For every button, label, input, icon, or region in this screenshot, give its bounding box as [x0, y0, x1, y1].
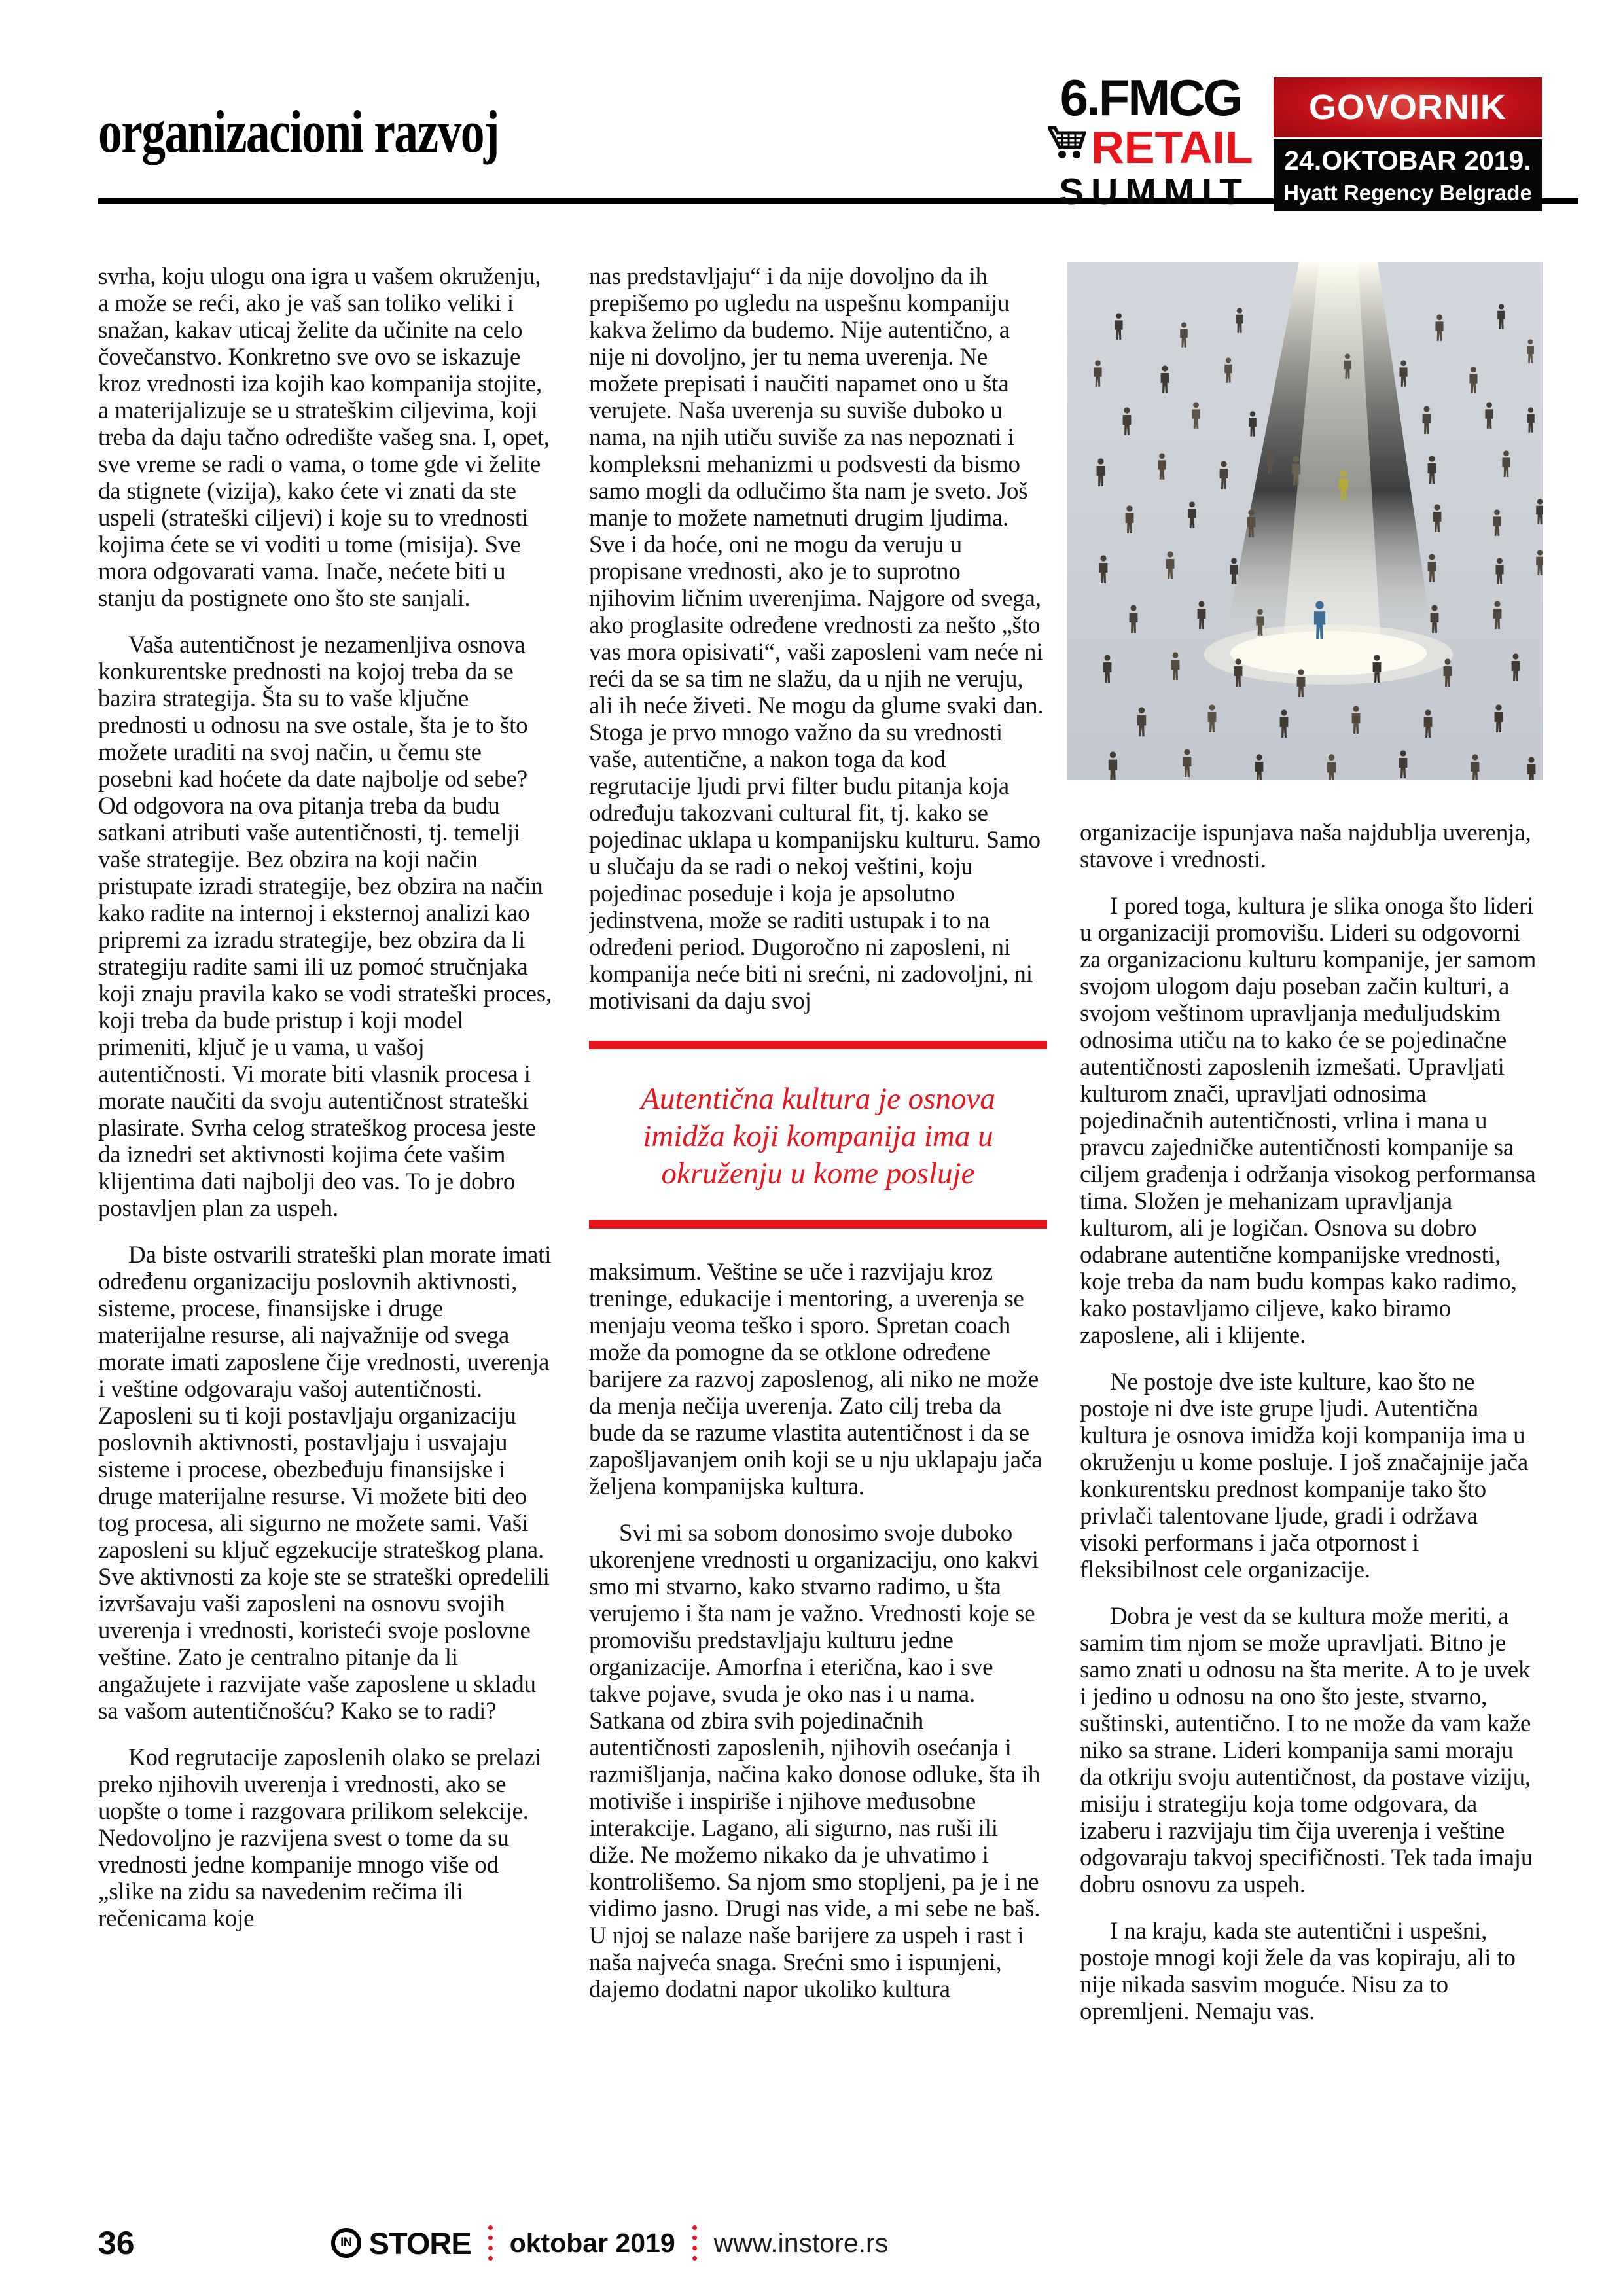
body-paragraph: Da biste ostvarili strateški plan morate imati određenu organizaciju poslovnih aktivnosti, sisteme, procese, finansijske i druge materijalne resurse, ali najvažnije od svega morate imati zaposlene čije vrednosti, uverenja i veštine odgovaraju vašoj autentičnosti. Zaposleni su ti koji postavljaju organizaciju poslovnih aktivnosti, postavljaju i usvajaju sisteme i procese, obezbeđuju finansijske i druge materijalne resurse. Vi možete biti deo tog procesa, ali sigurno ne možete sami. Vaši zaposleni su ključ egzekucije strateškog plana. Sve aktivnosti za koje ste se strateški opredelili izvršavaju vaši zaposleni na osnovu svojih uverenja i vrednosti, koristeći svoje poslovne veštine. Zato je centralno pitanje da li angažujete i razvijate vaše zaposlene u skladu sa vašom autentičnošću? Kako se to radi?: [98, 1242, 552, 1725]
event-date: 24.OKTOBAR 2019.: [1284, 145, 1531, 175]
body-paragraph: organizacije ispunjava naša najdublja uverenja, stavove i vrednosti.: [1080, 819, 1531, 873]
pull-quote: Autentična kultura je osnova imidža koji kompanija ima u okruženju u kome posluje: [589, 1041, 1047, 1229]
dotted-separator: [488, 2225, 493, 2261]
body-paragraph: Dobra je vest da se kultura može meriti, a samim tim njom se može upravljati. Bitno je samo znati u odnosu na šta merite. A to je uvek i jedino u odnosu na ono što jeste, stvarno, suštinski, autentično. I to ne može da vam kaže niko sa strane. Lideri kompanija sami moraju da otkriju svoju autentičnost, da postave viziju, misiju i strategiju koja tome odgovara, da izaberu i razvijaju tim čija uverenja i veštine odgovaraju takvoj specifičnosti. Tek tada imaju dobru osnovu za uspeh.: [1080, 1603, 1533, 1898]
speaker-badge-label: GOVORNIK: [1274, 77, 1542, 137]
body-paragraph: I pored toga, kultura je slika onoga što lideri u organizaciji promovišu. Lideri su odgovorni za organizacionu kulturu kompanije, jer samom svojom ulogom daju poseban začin kulturi, a svojom veštinom upravljanja međuljudskim odnosima utiču na to kako će se pojedinačne autentičnosti zaposlenih izmešati. Upravljati kulturom znači, upravljati odnosima pojedinačnih autentičnosti, vrlina i mana u pravcu zajedničke autentičnosti kompanije sa ciljem građenja i održanja visokog performansa tima. Složen je mehanizam upravljanja kulturom, ali je logičan. Osnova su dobro odabrane autentične kompanijske vrednosti, koje treba da nam budu kompas kako radimo, kako postavljamo ciljeve, kako biramo zaposlene, ali i klijente.: [1080, 893, 1537, 1349]
body-paragraph: nas predstavljaju“ i da nije dovoljno da ih prepišemo po ugledu na uspešnu kompaniju kakva želimo da budemo. Nije autentično, a nije ni dovoljno, jer tu nema uverenja. Ne možete prepisati i naučiti napamet ono u šta verujete. Naša uverenja su suviše duboko u nama, na njih utiču suviše za nas nepoznati i kompleksni mehanizmi u podsvesti da bismo samo mogli da odlučimo šta nam je sveto. Još manje to možete nametnuti drugim ljudima. Sve i da hoće, oni ne mogu da veruju u propisane vrednosti, ako je to suprotno njihovim ličnim uverenjima. Najgore od svega, ako proglasite određene vrednosti za nešto „što vas mora opisivati“, vaši zaposleni vam neće ni reći da se sa tim ne slažu, da u njih ne veruju, ali ih neće živeti. Ne mogu da glume svaki dan. Stoga je prvo mnogo važno da su vrednosti vaše, autentične, a nakon toga da kod regrutacije ljudi prvi filter budu pitanja koja određuju takozvani cultural fit, tj. kako se pojedinac uklapa u kompanijsku kulturu. Samo u slučaju da se radi o nekoj veštini, koju pojedinac poseduje i koja je apsolutno jedinstvena, može se raditi ustupak i to na određeni period. Dugoročno ni zaposleni, ni kompanija neće biti ni srećni, ni zadovoljni, ni motivisani da daju svoj: [589, 263, 1044, 1014]
body-paragraph: I na kraju, kada ste autentični i uspešni, postoje mnogi koji žele da vas kopiraju, ali to nije nikada sasvim moguće. Nisu za to opremljeni. Nemaju vas.: [1080, 1918, 1516, 2025]
event-logo-line2: [1042, 122, 1259, 173]
event-venue: Hyatt Regency Belgrade: [1283, 181, 1532, 205]
issue-date: oktobar 2019: [509, 2227, 675, 2258]
instore-circle-mark-icon: IN: [331, 2228, 361, 2258]
body-paragraph: Vaša autentičnost je nezamenljiva osnova konkurentske prednosti na kojoj treba da se bazira strategija. Šta su to vaše ključne prednosti u odnosu na sve ostale, šta je to što možete uraditi na svoj način, u čemu ste posebni kad hoćete da date najbolje od sebe? Od odgovora na ova pitanja treba da budu satkani atributi vaše autentičnosti, tj. temelji vaše strategije. Bez obzira na koji način pristupate izradi strategije, bez obzira na način kako radite na internoj i eksternoj analizi kao pripremi za izradu strategije, bez obzira da li strategiju radite sami ili uz pomoć stručnjaka koji znaju pravila kako se vodi strateški proces, koji treba da bude pristup i koji model primeniti, ključ je u vama, u vašoj autentičnosti. Vi morate biti vlasnik procesa i morate naučiti da svoju autentičnost strateški plasirate. Svrha celog strateškog procesa jeste da iznedri set aktivnosti kojima ćete vašim klijentima dati najbolji deo vas. To je dobro postavljen plan za uspeh.: [98, 632, 552, 1222]
page-footer: [98, 2220, 1538, 2266]
instore-logo: [331, 2225, 471, 2261]
event-logo: [1042, 69, 1259, 213]
speaker-badge: [1274, 77, 1542, 211]
shopping-cart-icon: [1048, 124, 1086, 170]
page-title: organizacioni razvoj: [98, 98, 499, 165]
body-paragraph: Svi mi sa sobom donosimo svoje duboko ukorenjene vrednosti u organizaciju, ono kakvi smo mi stvarno, kako stvarno radimo, u šta verujemo i šta nam je važno. Vrednosti koje se promovišu predstavljaju kulturu jedne organizacije. Amorfna i eterična, kao i sve takve pojave, svuda je oko nas i u nama. Satkana od zbira svih pojedinačnih autentičnosti zaposlenih, njihovih osećanja i razmišljanja, načina kako donose odluke, šta ih motiviše i inspiriše i njihove međusobne interakcije. Lagano, ali sigurno, nas ruši ili diže. Ne možemo nikako da je uhvatimo i kontrolišemo. Sa njom smo stopljeni, pa je i ne vidimo jasno. Drugi nas vide, a mi sebe ne baš. U njoj se nalaze naše barijere za uspeh i rast i naša najveća snaga. Srećni smo i ispunjeni, dajemo dodatni napor ukoliko kultura: [589, 1520, 1041, 2003]
event-logo-retail-label: RETAIL: [1091, 122, 1253, 173]
event-logo-line1: 6.FMCG: [1060, 69, 1241, 126]
website-link[interactable]: www.instore.rs: [713, 2227, 889, 2258]
dotted-separator: [692, 2225, 697, 2261]
body-paragraph: Kod regrutacije zaposlenih olako se prelazi preko njihovih uverenja i vrednosti, ako se uopšte o tome i razgovara prilikom selekcije. Nedovoljno je razvijena svest o tome da su vrednosti jedne kompanije mnogo više od „slike na zidu sa navedenim rečima ili rečenicama koje: [98, 1744, 542, 1932]
crowd-spotlight-photo: [1067, 262, 1543, 780]
body-paragraph: svrha, koju ulogu ona igra u vašem okruženju, a može se reći, ako je vaš san toliko veliki i snažan, kakav uticaj želite da učinite na celo čovečanstvo. Konkretno sve ovo se iskazuje kroz vrednosti iza kojih kao kompanija stojite, a materijalizuje se u strateškim ciljevima, koji treba da daju tačno odredište vašeg sna. I, opet, sve vreme se radi o vama, o tome gde vi želite da stignete (vizija), kako ćete vi znati da ste uspeli (strateški ciljevi) i koje su to vrednosti kojima ćete se vi voditi u tome (misija). Sve mora odgovarati vama. Inače, nećete biti u stanju da postignete ono što ste sanjali.: [98, 263, 550, 612]
footer-brand-group: [331, 2225, 889, 2261]
article-column-2: [589, 263, 1047, 2217]
event-logo-line3: SUMMIT: [1059, 171, 1249, 213]
body-paragraph: Ne postoje dve iste kulture, kao što ne postoje ni dve iste grupe ljudi. Autentična kultura je osnova imidža koji kompanija ima u okruženju u kome posluje. I još značajnije jača konkurentsku prednost kompanije tako što privlači talentovane ljude, gradi i održava visoki performans i jača otpornost i fleksibilnost cele organizacije.: [1080, 1369, 1529, 1583]
speaker-badge-details: [1274, 139, 1542, 211]
page-number: 36: [98, 2225, 135, 2261]
instore-brand-name: STORE: [368, 2225, 471, 2261]
article-column-3: [1080, 819, 1538, 2217]
article-column-1: [98, 263, 556, 2217]
body-paragraph: maksimum. Veštine se uče i razvijaju kroz treninge, edukacije i mentoring, a uverenja se menjaju veoma teško i sporo. Spretan coach može da pomogne da se otklone određene barijere za razvoj zaposlenog, ali niko ne može da menja nečija uverenja. Zato cilj treba da bude da se razume vlastita autentičnost i da se zapošljavanjem onih koji se u nju uklapaju jača željena kompanijska kultura.: [589, 1259, 1043, 1500]
